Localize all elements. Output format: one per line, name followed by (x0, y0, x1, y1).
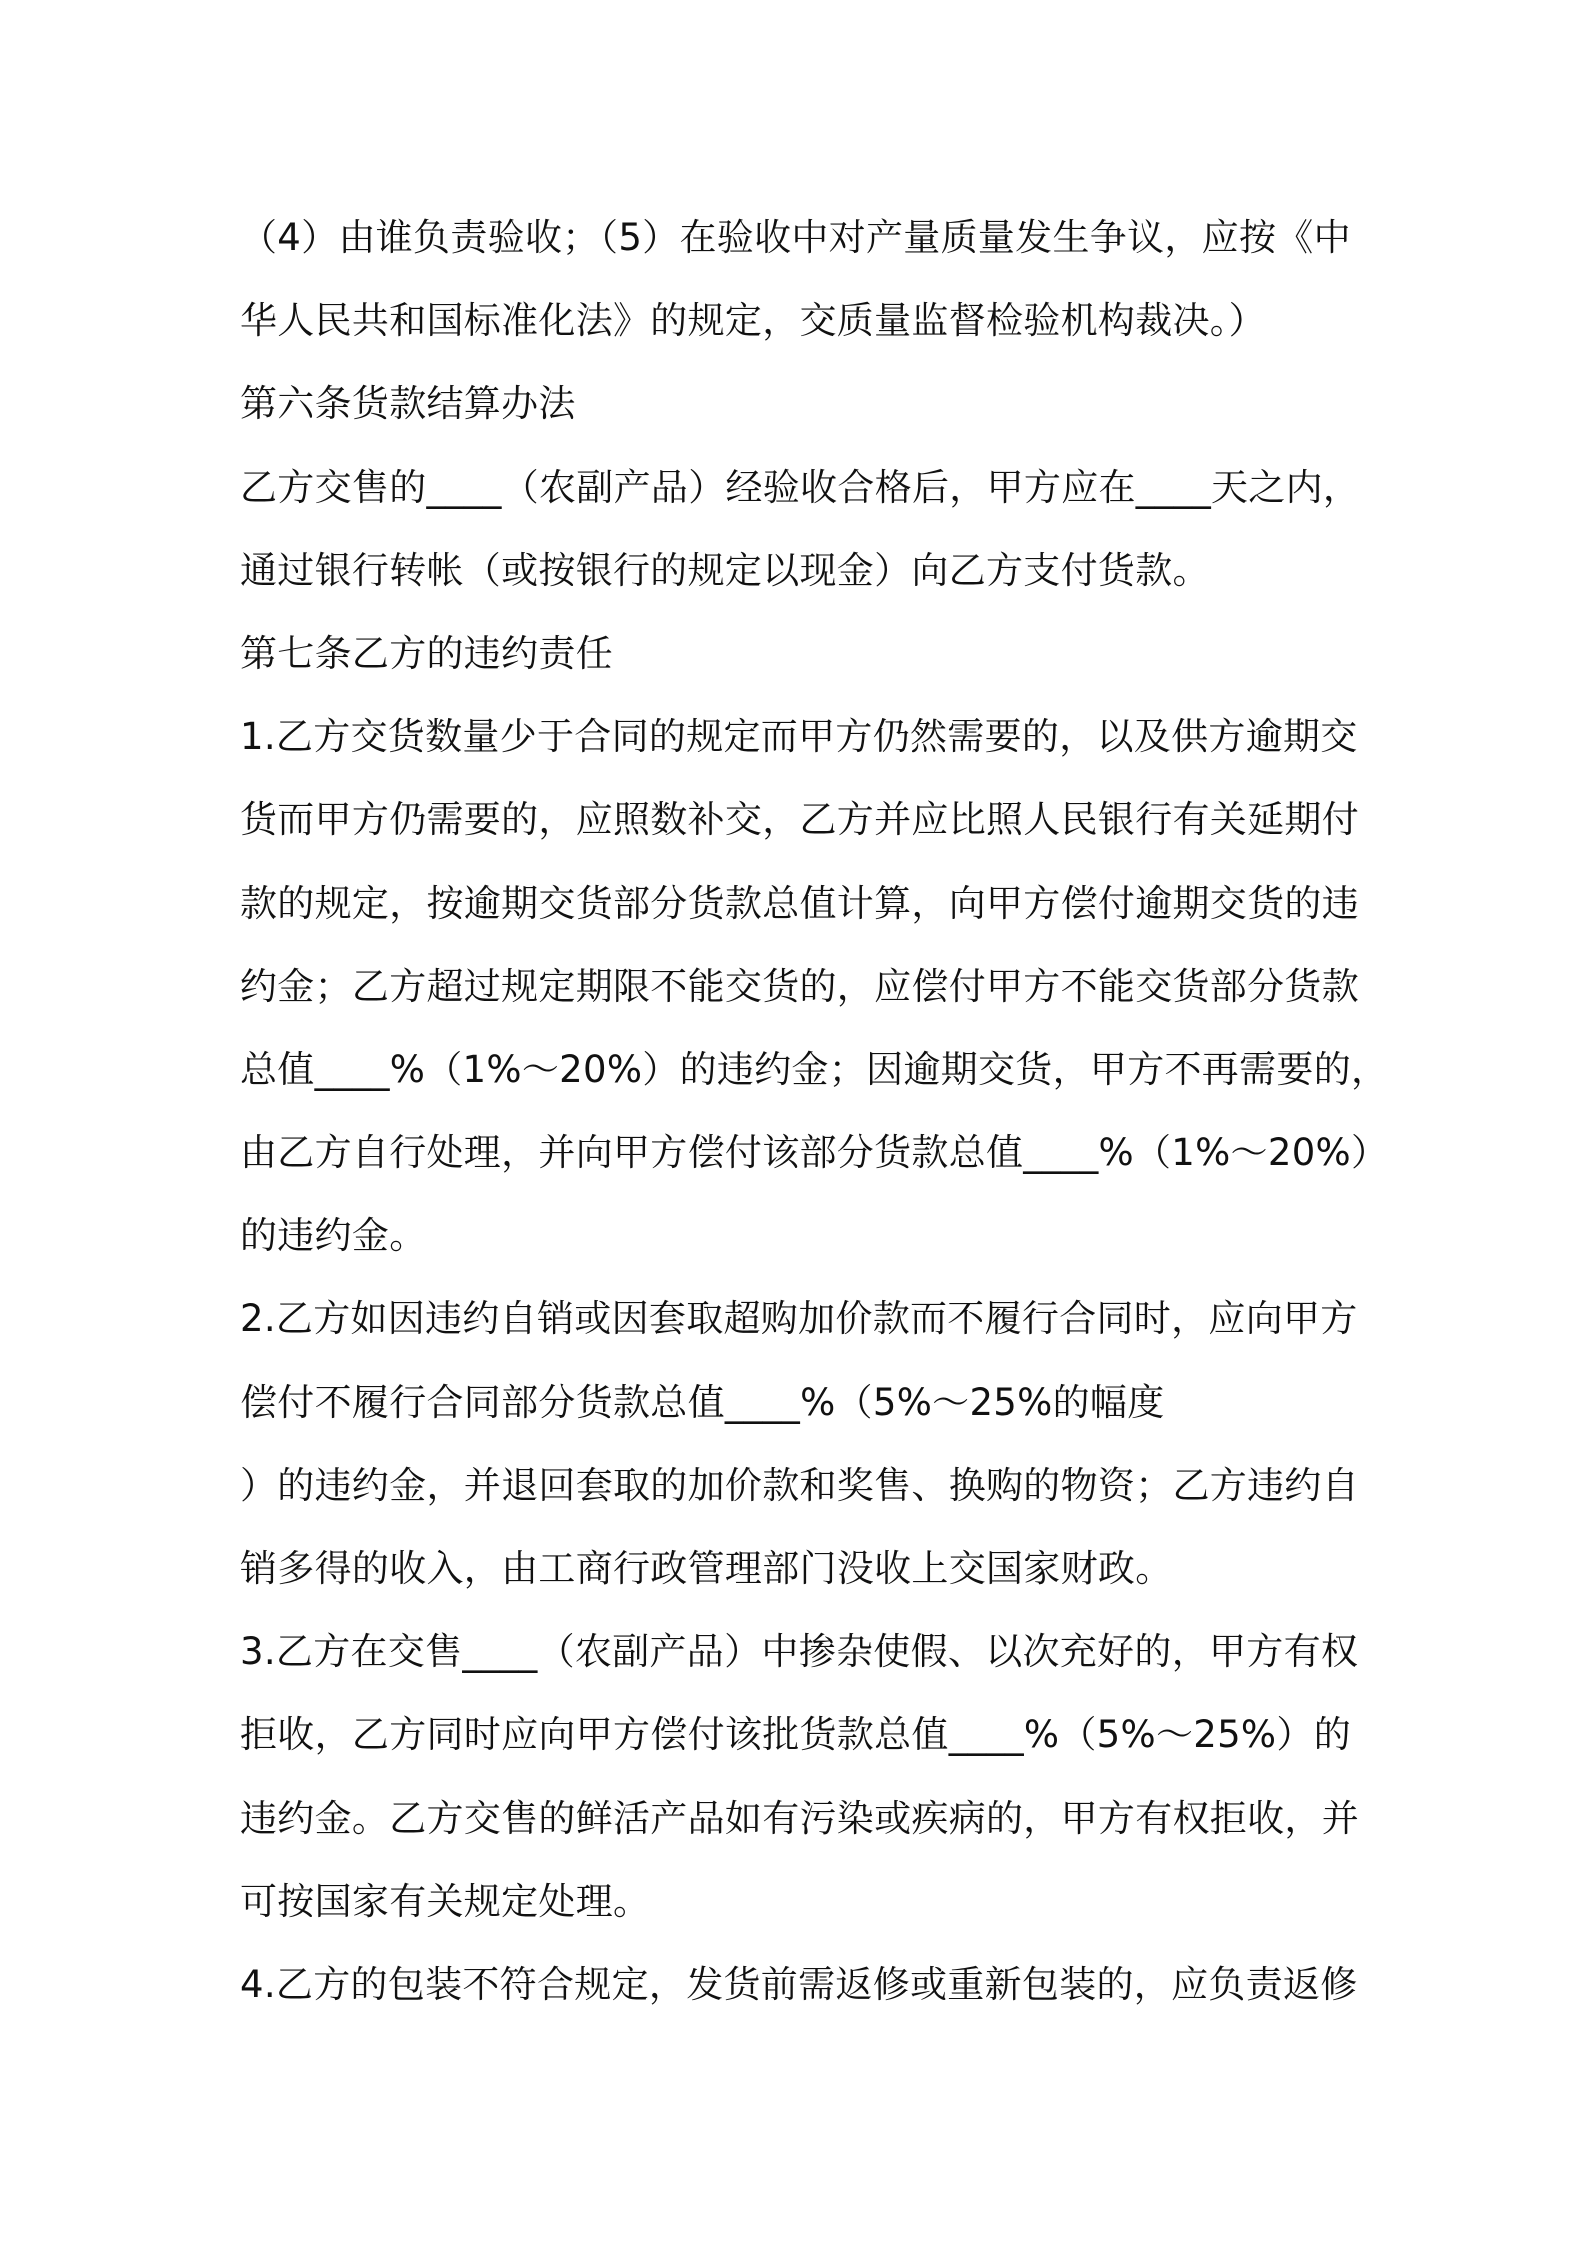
text-line: 3.乙方在交售____（农副产品）中掺杂使假、以次充好的，甲方有权 (240, 1630, 1359, 1674)
section-heading-article-6: 第六条货款结算办法 (240, 382, 576, 426)
text-line: 货而甲方仍需要的，应照数补交，乙方并应比照人民银行有关延期付 (240, 798, 1359, 842)
text-line: 拒收，乙方同时应向甲方偿付该批货款总值____%（5%～25%）的 (240, 1713, 1351, 1757)
text-line: 的违约金。 (240, 1214, 427, 1258)
text-line: 4.乙方的包装不符合规定，发货前需返修或重新包装的，应负责返修 (240, 1962, 1358, 2006)
section-heading-article-7: 第七条乙方的违约责任 (240, 631, 613, 675)
text-line: （4）由谁负责验收；（5）在验收中对产量质量发生争议，应按《中 (240, 216, 1351, 259)
text-line: 总值____%（1%～20%）的违约金；因逾期交货，甲方不再需要的， (240, 1047, 1389, 1091)
text-line: 乙方交售的____（农副产品）经验收合格后，甲方应在____天之内， (240, 465, 1361, 509)
contract-text-body (240, 196, 1389, 2026)
text-line: 约金；乙方超过规定期限不能交货的，应偿付甲方不能交货部分货款 (240, 964, 1359, 1008)
text-line: 可按国家有关规定处理。 (240, 1879, 651, 1923)
text-line: 由乙方自行处理，并向甲方偿付该部分货款总值____%（1%～20%） (240, 1131, 1389, 1175)
text-line: 违约金。乙方交售的鲜活产品如有污染或疾病的，甲方有权拒收，并 (240, 1796, 1359, 1840)
text-line: 偿付不履行合同部分货款总值____%（5%～25%的幅度 (240, 1380, 1165, 1424)
text-line: 1.乙方交货数量少于合同的规定而甲方仍然需要的，以及供方逾期交 (240, 715, 1358, 759)
text-line: ）的违约金，并退回套取的加价款和奖售、换购的物资；乙方违约自 (240, 1463, 1359, 1507)
text-line: 华人民共和国标准化法》的规定，交质量监督检验机构裁决。） (240, 299, 1266, 343)
text-line: 2.乙方如因违约自销或因套取超购加价款而不履行合同时，应向甲方 (240, 1297, 1358, 1341)
text-line: 通过银行转帐（或按银行的规定以现金）向乙方支付货款。 (240, 548, 1210, 592)
text-line: 款的规定，按逾期交货部分货款总值计算，向甲方偿付逾期交货的违 (240, 881, 1359, 925)
text-line: 销多得的收入，由工商行政管理部门没收上交国家财政。 (240, 1547, 1173, 1590)
